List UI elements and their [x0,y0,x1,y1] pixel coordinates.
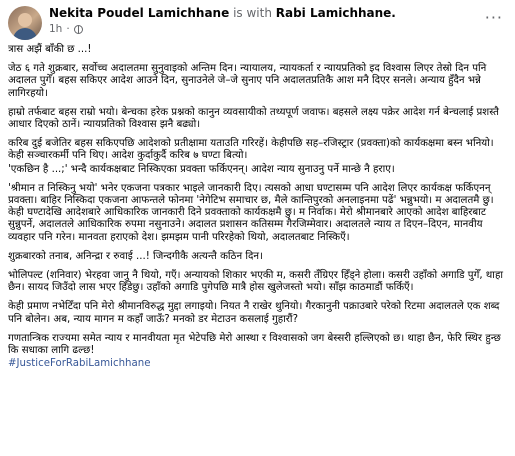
post-time[interactable]: 1h [49,23,63,35]
author-name[interactable]: Nekita Poudel Lamichhane [49,6,230,20]
author-line [49,6,396,21]
globe-icon[interactable] [74,25,83,34]
tagged-person[interactable]: Rabi Lamichhane. [275,6,396,20]
post-paragraph: 'श्रीमान त निस्किनु भयो' भनेर एकजना पत्रकार भाइले जानकारी दिए। त्यसको आधा घण्टासम्म पनि आदेश लिएर कार्यकक्ष फर्किएनन् प्रवक्ता। बाहिर निस्किदा एकजना आफन्तले फोनमा 'नेगेटिभ समाचार छ, मैले कान्तिपुरको अनलाइनमा पढें' भन्नुभयो। म अदालतमै छु। केही घण्टादेखि आदेशबारे आधिकारिक जानकारी दिने प्रवक्ताको कार्यकक्षमै छु। म निर्वाक। मेरो श्रीमानबारे आएको आदेश बाहिरबाट सुन्नुपर्ने, अदालतले आधिकारिक रुपमा नसुनाउने। अदालत प्रशासन कतिसम्म गैरजिम्मेवार। अदालतले न्याय त दिएन–दिएन, मानवीय व्यवहार पनि गरेन। मानवता हराएको देश। झमझम पानी परिरहेको थियो, अदालतबाट निस्किएँ। [8,182,494,243]
post-paragraph: भोलिपल्ट (शनिवार) भेरहवा जानु नै थियो, गएँ। अन्यायको शिकार भएकी म, कसरी तँग्रिएर हिँड्ने होला। कसरी उहाँको अगाडि पुगेँ, थाहा छैन। सायद जिउँदो लास भएर हिँडेछु। उहाँको अगाडि पुगेपछि मात्रै होस खुलेजस्तो भयो। साँझ काठमाडौं फर्किएँ। [8,270,503,294]
post-meta [49,6,396,37]
post-paragraph: गणतान्त्रिक राज्यमा समेत न्याय र मानवीयता मृत भेटेपछि मेरो आस्था र विश्वासको जग बेस्सरी हल्लिएको छ। थाहा छैन, फेरि स्थिर हुन्छ कि सधाका लागि ढल्छ! [8,332,501,357]
post-paragraph: केही प्रमाण नभेटिँदा पनि मेरो श्रीमानविरुद्ध मुद्दा लगाइयो। नियत नै राखेर थुनियो। गैरकानुनी पक्राउबारे परेको रिटमा अदालतले एक शब्द पनि बोलेन। अब, न्याय मागन म कहाँ जाऊँ? मनको डर मेटाउन कसलाई गुहारौं? [8,301,500,325]
post-paragraph: करिब दुई बजेतिर बहस सकिएपछि आदेशको प्रतीक्षामा यताउति गरिरहें। केहीपछि सह–रजिस्ट्रार (प्रवक्ता)को कार्यकक्षमा बस्न भनियो। केही सञ्चारकर्मी पनि थिए। आदेश कुर्दाकुर्दै करिब ७ घण्टा बित्यो। [8,138,494,162]
post-paragraph: शुक्रबारको तनाब, अनिन्द्रा र रुवाई ...! जिन्दगीकै अत्यन्तै कठिन दिन। [8,250,263,262]
post-subline: 1h · [49,22,396,37]
author-avatar[interactable] [8,6,42,40]
post-paragraph: जेठ ६ गते शुक्रबार, सर्वोच्च अदालतमा सुनुवाइको अन्तिम दिन। न्यायालय, न्यायकर्ता र न्यायप्रतिको इद विश्वास लिएर तेस्रो दिन पनि अदालत पुगेँ। बहस सकिएर आदेश आउने दिन, सुनाउनेले जे–जे सुनाए पनि अदालतप्रतिकै आश मनै दिएर सनले। अन्याय हुँदैन भन्ने लागिरहयो। [8,63,487,99]
post-header [8,6,507,40]
post-paragraph: त्रास अझैं बाँकी छ ...! [8,44,92,55]
post-paragraph: हाम्रो तर्फबाट बहस राम्रो भयो। बेन्चका हरेक प्रश्नको कानुन व्यवसायीको तथ्यपूर्ण जवाफ। बहसले लक्ष्य पक्रेर आदेश गर्न बेन्चलाई प्रशस्तै आधार दिएको ठानें। न्यायप्रतिको विश्वास झनै बढ्यो। [8,106,499,131]
more-options-icon[interactable]: ··· [484,8,503,27]
hashtag-link[interactable]: #JusticeForRabiLamichhane [8,358,151,370]
post-body [8,44,507,370]
with-text: is with [233,6,272,20]
post-paragraph: 'एकछिन है ...;' भन्दै कार्यकक्षबाट निस्किएका प्रवक्ता फर्किएनन्। आदेश न्याय सुनाउनु पर्ने मान्छे नै हराए। [8,163,395,175]
